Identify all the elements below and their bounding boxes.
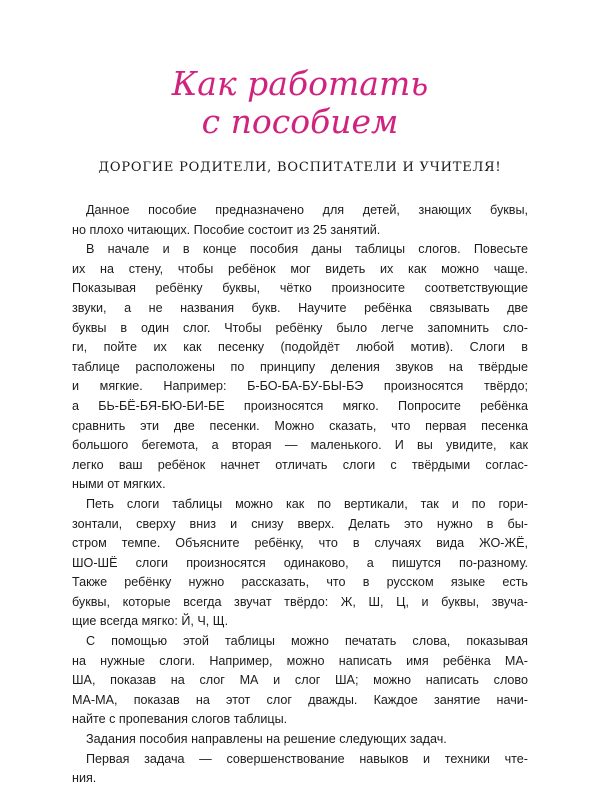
text-line: ША, показав на слог МА и слог ША; можно написать слово bbox=[72, 673, 528, 688]
text-line: буквы в один слог. Чтобы ребёнку было легче запомнить сло- bbox=[72, 320, 528, 335]
text-line: зонтали, сверху вниз и снизу вверх. Делать это нужно в бы- bbox=[72, 516, 528, 531]
text-line: Показывая ребёнку буквы, чётко произносите соответствующие bbox=[72, 281, 528, 296]
text-line: Также ребёнку нужно рассказать, что в русском языке есть bbox=[72, 575, 528, 590]
page-title-line-2: с пособием bbox=[201, 102, 399, 141]
text-line: и мягкие. Например: Б-БО-БА-БУ-БЫ-БЭ произносятся твёрдо; bbox=[72, 379, 528, 394]
paragraph bbox=[72, 201, 528, 240]
section-heading: ДОРОГИЕ РОДИТЕЛИ, ВОСПИТАТЕЛИ И УЧИТЕЛЯ! bbox=[98, 160, 502, 175]
text-line: Задания пособия направлены на решение следующих задач. bbox=[86, 732, 447, 747]
text-line: легко ваш ребёнок начнет отличать слоги с твёрдыми соглас- bbox=[72, 457, 528, 472]
text-line: их на стену, чтобы ребёнок мог видеть их как можно чаще. bbox=[72, 261, 528, 276]
text-line: ния. bbox=[72, 771, 97, 786]
page-title-line-1: Как работать bbox=[171, 64, 429, 103]
text-line: но плохо читающих. Пособие состоит из 25 занятий. bbox=[72, 222, 381, 237]
text-line: МА-МА, показав на этот слог дважды. Каждое занятие начи- bbox=[72, 692, 528, 707]
text-line: а БЬ-БЁ-БЯ-БЮ-БИ-БЕ произносятся мягко. Попросите ребёнка bbox=[72, 398, 528, 413]
paragraph bbox=[72, 240, 528, 495]
text-line: В начале и в конце пособия даны таблицы слогов. Повесьте bbox=[86, 242, 528, 257]
text-line: С помощью этой таблицы можно печатать слова, показывая bbox=[86, 634, 528, 649]
body-text bbox=[72, 201, 528, 789]
text-line: буквы, которые всегда звучат твёрдо: Ж, Ш, Ц, и буквы, звуча- bbox=[72, 594, 528, 609]
text-line: большого бегемота, а вторая — маленького. И вы увидите, как bbox=[72, 438, 528, 453]
text-line: на нужные слоги. Например, можно написать имя ребёнка МА- bbox=[72, 653, 528, 668]
paragraph bbox=[72, 750, 528, 789]
text-line: ШО-ШЁ слоги произносятся одинаково, а пишутся по-разному. bbox=[72, 555, 528, 570]
paragraph bbox=[72, 632, 528, 730]
paragraph bbox=[72, 730, 528, 750]
text-line: Петь слоги таблицы можно как по вертикали, так и по гори- bbox=[86, 496, 528, 511]
paragraph bbox=[72, 495, 528, 632]
text-line: ги, пойте их как песенку (подойдёт любой мотив). Слоги в bbox=[72, 340, 528, 355]
text-line: таблице расположены по принципу деления звуков на твёрдые bbox=[72, 359, 528, 374]
text-line: сравнить эти две песенки. Можно сказать, что первая песенка bbox=[72, 418, 528, 433]
text-line: щие всегда мягко: Й, Ч, Щ. bbox=[72, 614, 229, 629]
text-line: звуки, а не названия букв. Научите ребёнка связывать две bbox=[72, 300, 528, 315]
text-line: Первая задача — совершенствование навыков и техники чте- bbox=[86, 751, 528, 766]
text-line: ными от мягких. bbox=[72, 477, 166, 492]
text-line: найте с пропевания слогов таблицы. bbox=[72, 712, 288, 727]
text-line: Данное пособие предназначено для детей, знающих буквы, bbox=[86, 203, 528, 217]
text-line: стром темпе. Объясните ребёнку, что в случаях вида ЖО-ЖЁ, bbox=[72, 536, 528, 551]
